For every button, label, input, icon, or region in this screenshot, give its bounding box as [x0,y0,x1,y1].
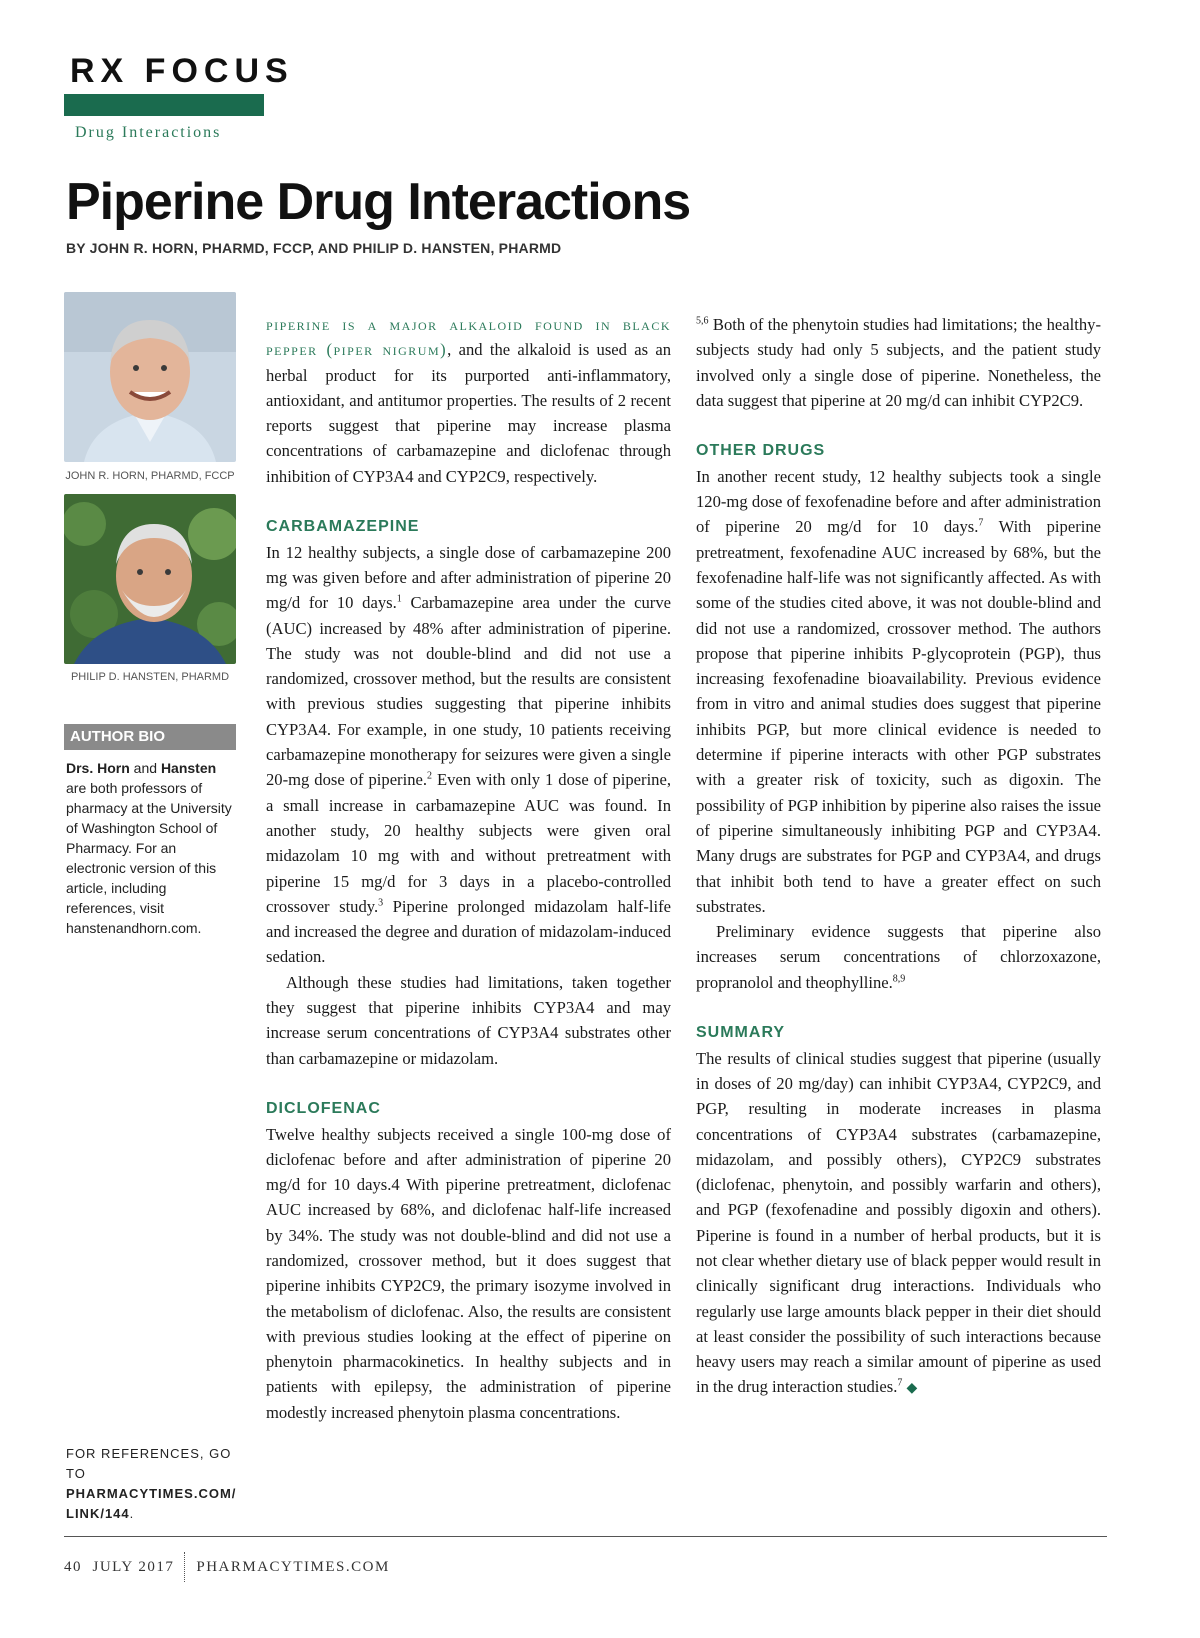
issue-date: JULY 2017 [92,1558,175,1575]
kicker-accent-bar [64,94,264,116]
article-title: Piperine Drug Interactions [66,173,691,231]
references-note: FOR REFERENCES, GO TO PHARMACYTIMES.COM/ LINK/144. [66,1446,237,1521]
page-number: 40 [64,1558,82,1575]
author-bio-text: Drs. Horn and Hansten are both professors of pharmacy at the University of Washington School of Pharmacy. For an electronic version of this article, including references, visit hanstenandhorn.com. [66,760,232,936]
author-photo-horn [64,292,236,462]
intro-paragraph: piperine is a major alkaloid found in black pepper (piper nigrum), and the alkaloid is used as an herbal product for its purported anti-inflammatory, antioxidant, and antitumor properties. The results of 2 recent reports suggest that piperine may increase plasma concentrations of carbamazepine and diclofenac through inhibition of CYP3A4 and CYP2C9, respectively. [266,315,671,486]
carbamazepine-paragraph-2: Although these studies had limitations, taken together they suggest that piperine inhibits CYP3A4 and may increase serum concentrations of CYP3A4 substrates other than carbamazepine or midazolam. [266,972,671,1068]
author-bio-heading: AUTHOR BIO [64,724,236,750]
carbamazepine-paragraph-1: In 12 healthy subjects, a single dose of carbamazepine 200 mg was given before and after administration of piperine 20 mg/d for 10 days.$^1$ Carbamazepine area under the curve (AUC) increased by 48% after administration of piperine. The study was not double-blind and did not use a randomized, crossover method, but the results are consistent with previous studies suggesting that piperine inhibits CYP3A4. For example, in one study, 10 patients receiving carbamazepine monotherapy for seizures were given a single 20-mg dose of piperine.$^2$ Even with only 1 dose of piperine, a small increase in carbamazepine AUC was found. In another study, 20 healthy subjects were given oral midazolam 10 mg with and without pretreatment with piperine 15 mg/d for 3 days in a placebo-controlled crossover study.$^3$ Piperine prolonged midazolam half-life and increased the degree and duration of midazolam-induced sedation. [266,542,672,967]
photo-caption-horn: JOHN R. HORN, PHARMD, FCCP [65,470,235,482]
section-subtitle: Drug Interactions [75,124,222,141]
heading-summary: SUMMARY [696,1024,786,1042]
heading-other-drugs: OTHER DRUGS [696,442,826,460]
other-drugs-paragraph-1: In another recent study, 12 healthy subjects took a single 120-mg dose of fexofenadine before and after administration of piperine 20 mg/d for 10 days.$^7$ With piperine pretreatment, fexofenadine AUC increased by 68%, but the fexofenadine half-life was not significantly affected. As with some of the studies cited above, it was not double-blind and did not use a randomized, crossover method. The authors propose that piperine inhibits P-glycoprotein (PGP), thus increasing fexofenadine bioavailability. Previous evidence from in vitro and animal studies does suggest that piperine inhibits PGP, but more clinical evidence is needed to determine if piperine interacts with other PGP substrates with a greater risk of toxicity, such as digoxin. The possibility of PGP inhibition by piperine also raises the issue of piperine simultaneously inhibiting PGP and CYP3A4. Many drugs are substrates for PGP and CYP3A4, and drugs that inhibit both tend to have a greater effect on such substrates. [696,466,1101,916]
heading-carbamazepine: CARBAMAZEPINE [266,518,420,536]
article-column-2 [696,312,1101,1402]
article-column-1 [266,312,671,1425]
footer-divider [184,1552,186,1582]
intro-lead-in: piperine is a major alkaloid found in black pepper (piper nigrum) [266,315,671,360]
end-mark-icon: ◆ [906,1381,918,1397]
diclofenac-paragraph: Twelve healthy subjects received a single 100-mg dose of diclofenac before and after administration of piperine 20 mg/d for 10 days.4 With piperine pretreatment, diclofenac AUC increased by 68%, and diclofenac half-life increased by 34%. The study was not double-blind and did not use a randomized, crossover method, but it does suggest that piperine inhibits CYP2C9, the primary isozyme involved in the metabolism of diclofenac. Also, the results are consistent with previous studies looking at the effect of piperine on phenytoin pharmacokinetics. In healthy subjects and in patients with epilepsy, the administration of piperine modestly increased phenytoin plasma concentrations. [266,1124,671,1422]
photo-caption-hansten: PHILIP D. HANSTEN, PHARMD [70,671,230,683]
heading-diclofenac: DICLOFENAC [266,1100,381,1118]
site-name: PHARMACYTIMES.COM [196,1558,390,1575]
other-drugs-paragraph-2: Preliminary evidence suggests that piperine also increases serum concentrations of chlorzoxazone, propranolol and theophylline.$^{8,9}$ [696,922,1101,992]
summary-paragraph: The results of clinical studies suggest that piperine (usually in doses of 20 mg/day) can inhibit CYP3A4, CYP2C9, and PGP, resulting in moderate increases in plasma concentrations of CYP3A4 substrates (carbamazepine, midazolam, and possibly others), CYP2C9 substrates (diclofenac, phenytoin, and possibly warfarin and others), and PGP (fexofenadine and possibly digoxin and others). Piperine is found in a number of herbal products, but it is not clear whether dietary use of black pepper would result in clinically significant drug interactions. Individuals who regularly use large amounts black pepper in their diet should at least consider the possibility of such interactions because heavy users may reach a similar amount of piperine as used in the drug interaction studies.$^7$ ◆ [696,1048,1101,1397]
page-footer [64,1552,390,1582]
byline: BY JOHN R. HORN, PHARMD, FCCP, AND PHILIP D. HANSTEN, PHARMD [66,240,562,256]
references-link[interactable]: PHARMACYTIMES.COM/ LINK/144 [66,1486,237,1521]
diclofenac-continued: $^{5,6}$ Both of the phenytoin studies had limitations; the healthy-subjects study had only 5 subjects, and the patient study involved only a single dose of piperine. Nonetheless, the data suggest that piperine at 20 mg/d can inhibit CYP2C9. [696,315,1101,410]
section-kicker: RX FOCUS [70,52,294,90]
footer-rule [64,1536,1107,1537]
author-photo-hansten [64,494,236,664]
